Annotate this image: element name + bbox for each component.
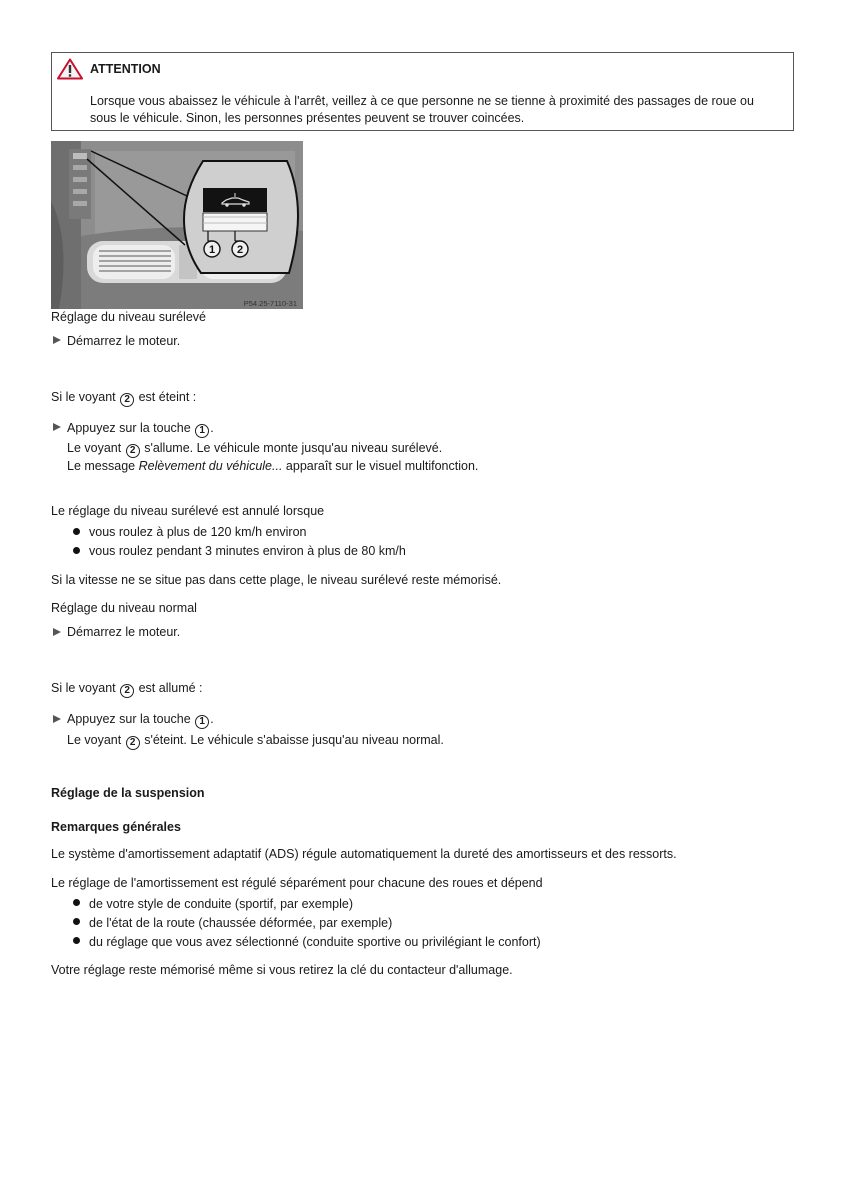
callout-1-icon: 1 bbox=[195, 424, 209, 438]
callout-1-label: 1 bbox=[208, 244, 216, 256]
s1-cancel-intro: Le réglage du niveau surélevé est annulé lorsque bbox=[51, 504, 325, 518]
callout-2-label: 2 bbox=[236, 244, 244, 256]
step-arrow-icon bbox=[53, 423, 61, 431]
s2-title: Réglage du niveau normal bbox=[51, 601, 197, 615]
s3-heading: Réglage de la suspension bbox=[51, 786, 205, 800]
s3-para-2: Le réglage de l'amortissement est régulé séparément pour chacune des roues et dépend bbox=[51, 876, 543, 890]
warning-box bbox=[51, 52, 794, 131]
bullet-dot bbox=[73, 547, 80, 554]
s1-condition: Si le voyant 2 est éteint : bbox=[51, 390, 197, 405]
warning-title: ATTENTION bbox=[90, 62, 161, 76]
figure-code: P54.25-7110-31 bbox=[243, 299, 297, 308]
callout-1-icon: 1 bbox=[195, 715, 209, 729]
s3-bullet-3: du réglage que vous avez sélectionné (conduite sportive ou privilégiant le confort) bbox=[89, 935, 541, 949]
warning-triangle-icon bbox=[57, 58, 83, 80]
step-arrow-icon bbox=[53, 628, 61, 636]
warning-text: Lorsque vous abaissez le véhicule à l'arrêt, veillez à ce que personne ne se tienne à proximité des passages de roue ou sous le véhicule. Sinon, les personnes présentes peuvent se trouver coincées. bbox=[90, 94, 754, 125]
s3-para-1: Le système d'amortissement adaptatif (ADS) régule automatiquement la dureté des amortisseurs et des ressorts. bbox=[51, 847, 677, 861]
step-arrow-icon bbox=[53, 715, 61, 723]
s1-step-start-engine: Démarrez le moteur. bbox=[67, 334, 181, 348]
dashboard-figure bbox=[51, 141, 303, 309]
callout-2-icon: 2 bbox=[120, 393, 134, 407]
s1-result-light-on: Le voyant 2 s'allume. Le véhicule monte jusqu'au niveau surélevé. bbox=[67, 441, 443, 456]
bullet-dot bbox=[73, 918, 80, 925]
s2-result-light-off: Le voyant 2 s'éteint. Le véhicule s'abaisse jusqu'au niveau normal. bbox=[67, 733, 444, 748]
s1-bullet-1: vous roulez à plus de 120 km/h environ bbox=[89, 525, 307, 539]
bullet-dot bbox=[73, 937, 80, 944]
callout-2-icon: 2 bbox=[120, 684, 134, 698]
s3-bullet-2: de l'état de la route (chaussée déformée, par exemple) bbox=[89, 916, 393, 930]
s3-bullet-1: de votre style de conduite (sportif, par exemple) bbox=[89, 897, 354, 911]
step-arrow-icon bbox=[53, 336, 61, 344]
dashboard-illustration bbox=[51, 141, 303, 309]
s2-step-start-engine: Démarrez le moteur. bbox=[67, 625, 181, 639]
s2-step-press-button: Appuyez sur la touche 1 . bbox=[67, 712, 214, 727]
figure-caption: Réglage du niveau surélevé bbox=[51, 310, 206, 324]
s1-memo: Si la vitesse ne se situe pas dans cette plage, le niveau surélevé reste mémorisé. bbox=[51, 573, 502, 587]
callout-2-icon: 2 bbox=[126, 736, 140, 750]
s1-bullet-2: vous roulez pendant 3 minutes environ à plus de 80 km/h bbox=[89, 544, 406, 558]
s3-para-3: Votre réglage reste mémorisé même si vous retirez la clé du contacteur d'allumage. bbox=[51, 963, 513, 977]
bullet-dot bbox=[73, 899, 80, 906]
s2-condition: Si le voyant 2 est allumé : bbox=[51, 681, 203, 696]
bullet-dot bbox=[73, 528, 80, 535]
callout-2-icon: 2 bbox=[126, 444, 140, 458]
s1-result-message: Le message Relèvement du véhicule... apparaît sur le visuel multifonction. bbox=[67, 459, 479, 473]
s1-step-press-button: Appuyez sur la touche 1 . bbox=[67, 421, 214, 436]
s3-subheading: Remarques générales bbox=[51, 820, 181, 834]
